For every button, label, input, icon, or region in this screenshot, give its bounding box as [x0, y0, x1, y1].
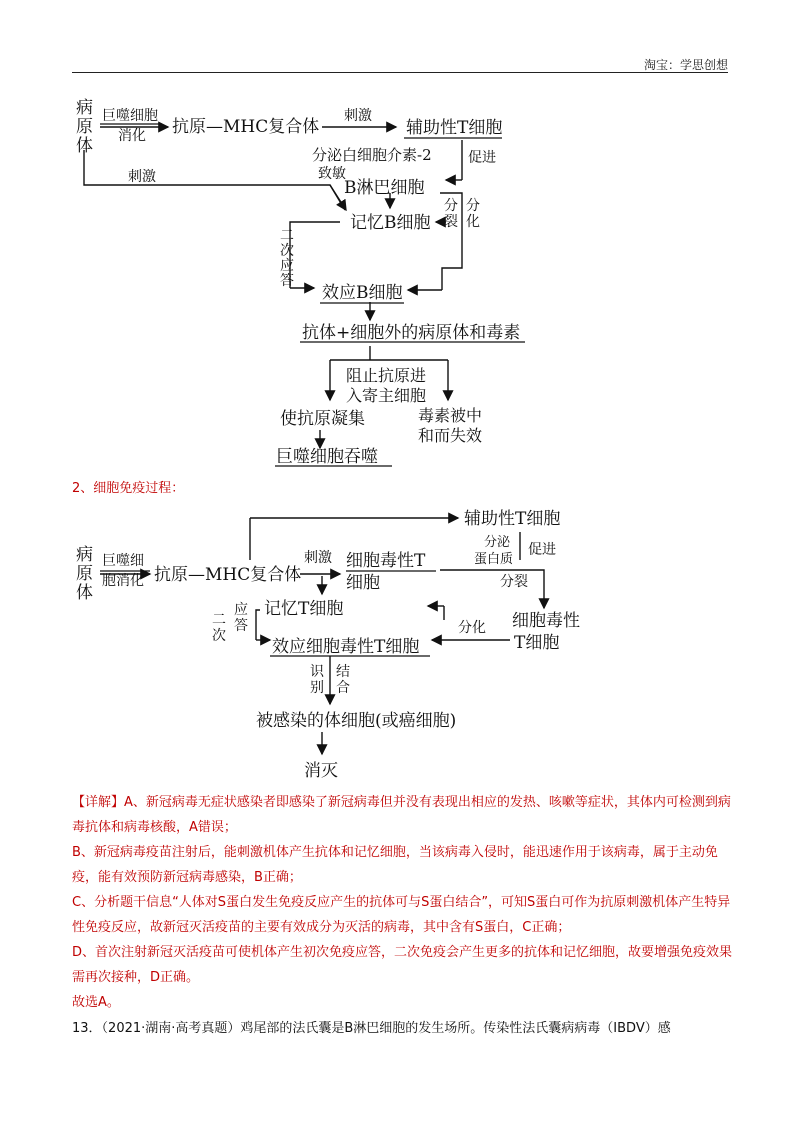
d2-stimulate: 刺激: [304, 550, 332, 566]
d1-toxin-line-1: 毒素被中: [418, 406, 483, 425]
d2-secondary-left-1: 二: [212, 612, 226, 628]
d2-pathogen-2: 原: [76, 564, 93, 584]
d1-diff-2: 化: [466, 214, 480, 230]
d2-bind-1: 结: [336, 664, 350, 680]
d2-effector-cytotoxic-t: 效应细胞毒性T细胞: [272, 637, 420, 657]
d2-infected-cell: 被感染的体细胞(或癌细胞): [256, 711, 457, 731]
d2-antigen-mhc: 抗原—MHC复合体: [154, 565, 302, 585]
d1-memory-b-cell: 记忆B细胞: [350, 213, 431, 233]
d2-secondary-right-1: 应: [234, 602, 248, 618]
d2-secondary-right-2: 答: [234, 618, 248, 634]
d1-divide-2: 裂: [444, 214, 458, 230]
d1-stimulate-1: 刺激: [344, 108, 372, 124]
d2-pathogen-3: 体: [76, 583, 93, 603]
d1-digest-label: 消化: [118, 128, 146, 144]
explanation-b: B、新冠病毒疫苗注射后，能刺激机体产生抗体和记忆细胞，当该病毒入侵时，能迅速作用于该病毒，属于主动免疫，能有效预防新冠病毒感染，B正确；: [72, 845, 718, 885]
d1-effector-b-cell: 效应B细胞: [322, 283, 403, 303]
section-2-title: 2、细胞免疫过程：: [72, 481, 185, 496]
d1-stimulate-2: 刺激: [128, 169, 156, 185]
d2-cytotoxic-bottom: 细胞: [346, 573, 380, 593]
d1-secondary-4: 答: [280, 273, 294, 289]
d2-cytotoxic-top: 细胞毒性T: [346, 551, 426, 571]
explanation-tag: 【详解】: [72, 795, 125, 810]
d1-toxin-line-2: 和而失效: [418, 426, 483, 445]
explanation-d: D、首次注射新冠灭活疫苗可使机体产生初次免疫应答，二次免疫会产生更多的抗体和记忆细胞，故要增强免疫效果需再次接种，D正确。: [72, 945, 733, 985]
d2-macrophage-bottom: 胞消化: [102, 573, 144, 589]
d1-pathogen-1: 病: [76, 98, 93, 118]
d1-helper-t-cell: 辅助性T细胞: [406, 118, 503, 138]
d2-recognize-2: 别: [310, 680, 324, 696]
d1-promote-label: 促进: [468, 150, 496, 166]
d1-block-line-2: 入寄主细胞: [346, 386, 427, 405]
d2-recognize-1: 识: [310, 664, 324, 680]
next-question-stem: 13．（2021·湖南·高考真题）鸡尾部的法氏囊是B淋巴细胞的发生场所。传染性法氏囊病病毒（IBDV）感: [72, 1021, 671, 1036]
humoral-immunity-diagram: [0, 0, 800, 480]
d1-block-line-1: 阻止抗原进: [346, 366, 427, 385]
d1-secondary-2: 次: [280, 243, 294, 259]
d1-b-lymphocyte: B淋巴细胞: [344, 178, 425, 198]
d2-pathogen-1: 病: [76, 545, 93, 565]
cellular-immunity-diagram: [0, 500, 800, 790]
explanation-answer: 故选A。: [72, 995, 120, 1010]
d1-secondary-1: 二: [280, 228, 294, 244]
d2-secrete-top: 分泌: [484, 535, 511, 550]
d2-helper-t-cell: 辅助性T细胞: [464, 509, 561, 529]
explanation-a: [72, 790, 732, 840]
d1-agglutinate: 使抗原凝集: [280, 409, 365, 429]
d1-sensitize-label: 致敏: [318, 166, 346, 182]
d2-bind-2: 合: [336, 680, 350, 696]
explanation-a-text: A、新冠病毒无症状感染者即感染了新冠病毒但并没有表现出相应的发热、咳嗽等症状，其体内可检测到病毒抗体和病毒核酸，A错误；: [72, 795, 731, 835]
d1-phagocytose: 巨噬细胞吞噬: [276, 447, 378, 467]
d2-cytotoxic-right-top: 细胞毒性: [512, 611, 580, 631]
d2-differentiate: 分化: [458, 620, 486, 636]
d1-divide-1: 分: [444, 198, 458, 214]
d2-promote: 促进: [528, 542, 556, 558]
d2-cytotoxic-right-bottom: T细胞: [514, 633, 560, 653]
d1-antigen-mhc: 抗原—MHC复合体: [172, 117, 320, 137]
d2-destroy: 消灭: [304, 761, 338, 781]
d1-pathogen-3: 体: [76, 136, 93, 156]
d1-antibody-pathogen-toxin: 抗体+细胞外的病原体和毒素: [302, 323, 521, 343]
d1-macrophage-label: 巨噬细胞: [102, 108, 158, 124]
d1-diff-1: 分: [466, 198, 480, 214]
d2-secrete-bottom: 蛋白质: [474, 552, 514, 567]
d2-memory-t-cell: 记忆T细胞: [264, 599, 344, 619]
page-header-brand: 淘宝：学思创想: [643, 58, 728, 72]
d1-pathogen-2: 原: [76, 117, 93, 137]
d2-macrophage-top: 巨噬细: [102, 553, 144, 569]
d1-secondary-3: 应: [280, 258, 294, 274]
d2-divide: 分裂: [500, 574, 528, 590]
explanation-c: C、分析题干信息“人体对S蛋白发生免疫反应产生的抗体可与S蛋白结合”，可知S蛋白可作为抗原刺激机体产生特异性免疫反应，故新冠灭活疫苗的主要有效成分为灭活的病毒，其中含有S蛋白，C正确；: [72, 895, 731, 935]
d1-il2-label: 分泌白细胞介素-2: [312, 146, 432, 164]
d2-secondary-left-2: 次: [212, 628, 226, 644]
